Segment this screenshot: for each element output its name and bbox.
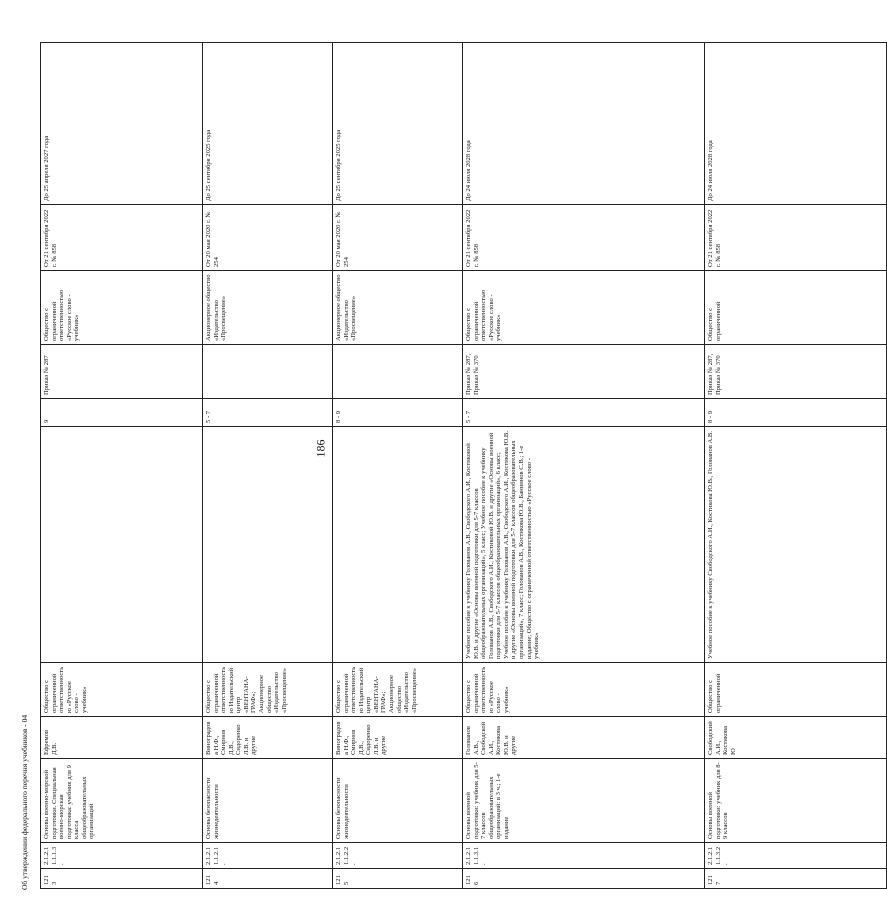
- cell-order: Приказ № 287: [41, 345, 203, 399]
- cell-organization: Общество с ограниченной ответственностью «Русское слово - учебник»: [41, 271, 203, 345]
- cell-publisher: Общество с ограниченной ответственностью «Русское слово - учебник»: [41, 663, 203, 717]
- cell-validity-term: До 25 апреля 2027 года: [41, 43, 203, 205]
- cell-row-number: 1216: [463, 869, 705, 889]
- cell-code: 2.1.2.11.1.3.2.: [705, 843, 887, 869]
- textbook-table-rotated: [40, 43, 737, 889]
- cell-grade: 9: [41, 399, 203, 427]
- cell-row-number: 1215: [333, 869, 463, 889]
- cell-approval-date: От 21 сентября 2022 г. № 858: [705, 205, 887, 271]
- cell-code: 2.1.2.11.1.2.2.: [333, 843, 463, 869]
- cell-approval-date: От 20 мая 2020 г. № 254: [333, 205, 463, 271]
- cell-publisher: Общество с ограниченной ответственностью «Русское слово - учебник»: [463, 663, 705, 717]
- cell-row-number: 1214: [203, 869, 333, 889]
- cell-approval-date: От 21 сентября 2022 г. № 858: [41, 205, 203, 271]
- cell-organization: Общество с ограниченной ответственностью «Русское слово - учебник»: [463, 271, 705, 345]
- cell-authors: Виноградова Н.Ф., Смирнов Д.В., Сидоренко Л.В. и другие: [203, 717, 333, 759]
- cell-order: [203, 345, 333, 399]
- cell-validity-term: До 24 июля 2028 года: [463, 43, 705, 205]
- table-body: [41, 43, 887, 889]
- cell-order: Приказ № 287, Приказ № 370: [463, 345, 705, 399]
- cell-authors: Ефремов Д.В.: [41, 717, 203, 759]
- cell-publisher: Общество с ограниченной ответственностью Издательский центр «ВЕНТАНА-ГРАФ»; Акционерное общество «Издательство «Просвещение»: [333, 663, 463, 717]
- cell-grade: 8 - 9: [333, 399, 463, 427]
- cell-publisher: Общество с ограниченной: [705, 663, 887, 717]
- cell-manual: [203, 427, 333, 663]
- cell-validity-term: До 25 сентября 2025 года: [333, 43, 463, 205]
- cell-code: 2.1.2.11.1.3.1.: [463, 843, 705, 869]
- cell-code: 2.1.2.11.1.1.3.: [41, 843, 203, 869]
- cell-grade: 5 - 7: [203, 399, 333, 427]
- cell-approval-date: От 21 сентября 2022 г. № 858: [463, 205, 705, 271]
- table-row: [203, 43, 333, 889]
- cell-authors: Свободский А.И., Костикова Ю: [705, 717, 887, 759]
- cell-organization: Акционерное общество «Издательство «Просвещение»: [333, 271, 463, 345]
- cell-publisher: Общество с ограниченной ответственностью Издательский центр «ВЕНТАНА-ГРАФ»; Акционерное общество «Издательство «Просвещение»: [203, 663, 333, 717]
- cell-authors: Виноградова Н.Ф., Смирнов Д.В., Сидоренко Л.В. и другие: [333, 717, 463, 759]
- footer-note: Об утверждении федерального перечня учебников - 04: [20, 714, 29, 890]
- cell-code: 2.1.2.11.1.2.1.: [203, 843, 333, 869]
- cell-manual: Учебное пособие к учебнику Свободского А.И., Костикова Ю.В., Голованов А.В.: [705, 427, 887, 663]
- cell-title: Основы военной подготовки: учебник для 5-7 классов общеобразовательных организаций: в 3 ч.; 1-е издание: [463, 759, 705, 843]
- table-row: [463, 43, 705, 889]
- cell-manual: Учебное пособие к учебнику Голованов А.В., Свободского А.И., Костиковой Ю.В. и другие «Основы военной подготовки для 5-7 классов общеобразовательных организаций», 5 класс; Учебное пособие к учебнику Голованов А.В., Свободского А.И., Костиковой Ю.В. и другие «Основы военной подготовки для 5-7 классов общеобразовательных организаций», 6 класс; Учебное пособие к учебнику Голованов А.В., Свободского А.И., Костикова Ю.В. и другие «Основы военной подготовки для 5-7 классов общеобразовательных организаций», 7 класс; Голованов А.В., Костикова Ю.В., Баннинов С.В.; 1-е издание; Общество с ограниченной ответственностью «Русское слово - учебник»: [463, 427, 705, 663]
- cell-title: Основы военной подготовки: учебник для 8-9 классов: [705, 759, 887, 843]
- cell-title: Основы безопасности жизнедеятельности: [203, 759, 333, 843]
- cell-order: [333, 345, 463, 399]
- table-row: [41, 43, 203, 889]
- cell-authors: Голованов А.В., Свободской А.И., Костикова Ю.В. и другие: [463, 717, 705, 759]
- cell-row-number: 1213: [41, 869, 203, 889]
- cell-grade: 8 - 9: [705, 399, 887, 427]
- cell-grade: 5 - 7: [463, 399, 705, 427]
- cell-title: Основы военно-морской подготовки. Специальная военно-морская подготовка: учебник для 9 класса общеобразовательных организаций: [41, 759, 203, 843]
- cell-title: Основы безопасности жизнедеятельности: [333, 759, 463, 843]
- cell-organization: Акционерное общество «Издательство «Просвещение»: [203, 271, 333, 345]
- page-number: 186: [313, 439, 328, 458]
- table-row: [705, 43, 887, 889]
- cell-validity-term: До 25 сентября 2025 года: [203, 43, 333, 205]
- cell-order: Приказ № 287, Приказ № 370: [705, 345, 887, 399]
- cell-organization: Общество с ограниченной: [705, 271, 887, 345]
- table-row: [333, 43, 463, 889]
- cell-row-number: 1217: [705, 869, 887, 889]
- cell-manual: [333, 427, 463, 663]
- cell-validity-term: До 24 июля 2028 года: [705, 43, 887, 205]
- textbook-table: [40, 42, 887, 889]
- cell-manual: [41, 427, 203, 663]
- cell-approval-date: От 20 мая 2020 г. № 254: [203, 205, 333, 271]
